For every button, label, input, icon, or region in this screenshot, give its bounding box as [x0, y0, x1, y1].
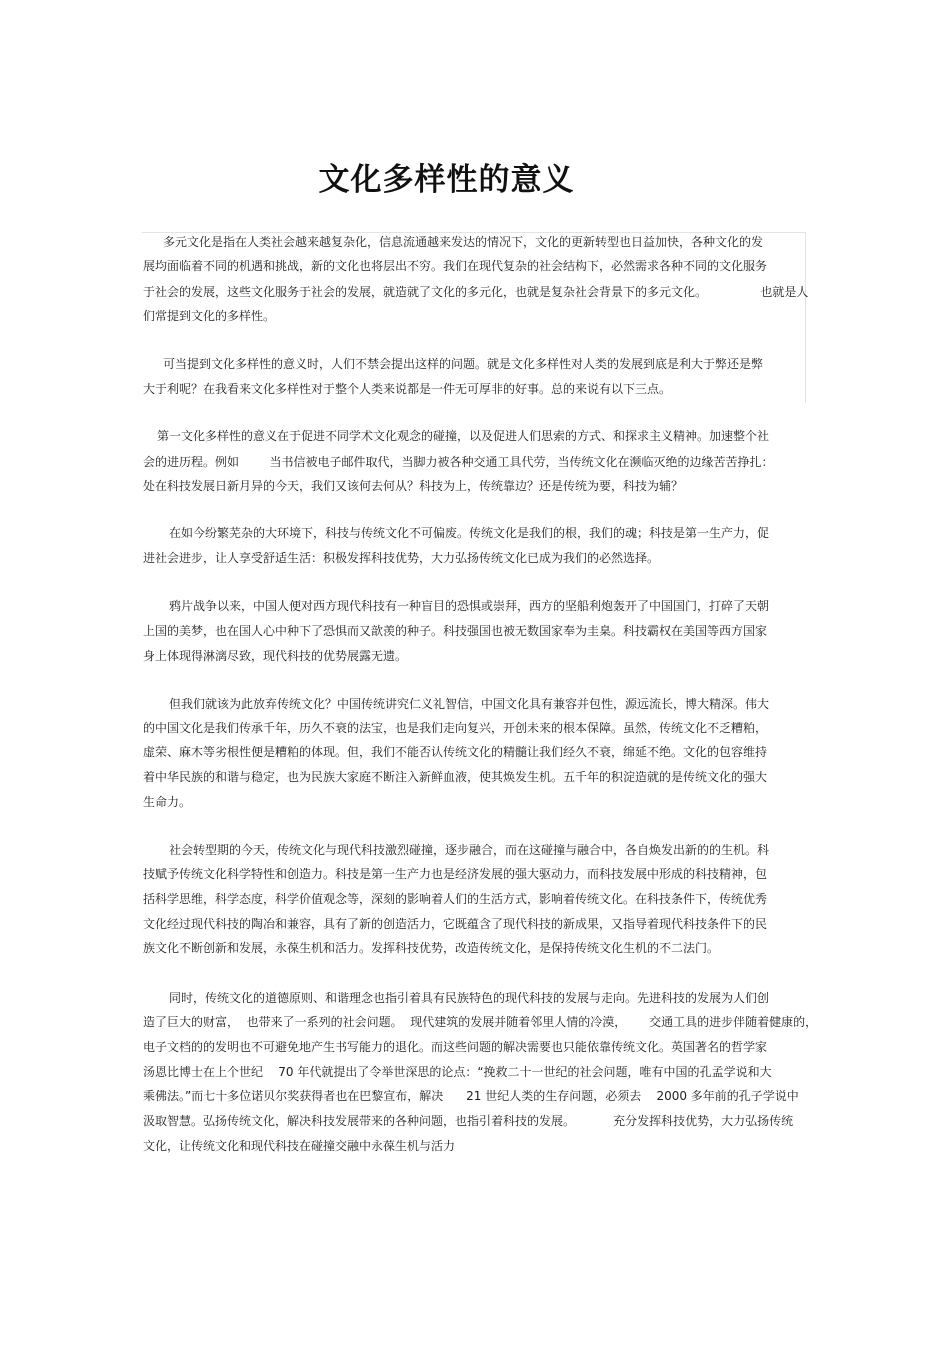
- text-line: 的中国文化是我们传承千年，历久不衰的法宝，也是我们走向复兴，开创未来的根本保障。虽然，传统文化不乏糟粕，: [143, 721, 768, 735]
- text-line: 社会转型期的今天，传统文化与现代科技激烈碰撞，逐步融合，而在这碰撞与融合中，各自焕发出新的的生机。科: [169, 843, 770, 857]
- text-line: 族文化不断创新和发展，永葆生机和活力。发挥科技优势，改造传统文化，是保持传统文化生机的不二法门。: [143, 941, 720, 955]
- text-line: 进社会进步，让人享受舒适生活：积极发挥科技优势，大力弘扬传统文化已成为我们的必然选择。: [143, 551, 660, 565]
- text-line: 处在科技发展日新月异的今天，我们又该何去何从？科技为上，传统靠边？还是传统为要，科技为辅？: [143, 479, 684, 493]
- text-line: 们常提到文化的多样性。: [143, 309, 276, 323]
- text-line: 鸦片战争以来，中国人便对西方现代科技有一种盲目的恐惧或崇拜，西方的坚船利炮轰开了中国国门，打碎了天朝: [169, 599, 770, 613]
- text-line: 大于利呢？在我看来文化多样性对于整个人类来说都是一件无可厚非的好事。总的来说有以下三点。: [143, 382, 672, 396]
- text-line: 文化，让传统文化和现代科技在碰撞交融中永葆生机与活力: [143, 1139, 456, 1153]
- text-line: 括科学思维，科学态度，科学价值观念等，深刻的影响着人们的生活方式，影响着传统文化。在科技条件下，传统优秀: [143, 892, 768, 906]
- text-line: 于社会的发展，这些文化服务于社会的发展，就造就了文化的多元化，也就是复杂社会背景下的多元文化。 也就是人: [143, 285, 809, 299]
- text-line: 技赋予传统文化科学特性和创造力。科技是第一生产力也是经济发展的强大驱动力，而科技发展中形成的科技精神，包: [143, 867, 768, 881]
- text-line: 第一文化多样性的意义在于促进不同学术文化观念的碰撞，以及促进人们思索的方式、和探求主义精神。加速整个社: [157, 429, 770, 443]
- text-line: 但我们就该为此放弃传统文化？中国传统讲究仁义礼智信，中国文化具有兼容并包性，源远流长，博大精深。伟大: [169, 697, 770, 711]
- text-line: 汲取智慧。弘扬传统文化，解决科技发展带来的各种问题，也指引着科技的发展。 充分发挥科技优势，大力弘扬传统: [143, 1114, 794, 1128]
- text-line: 身上体现得淋漓尽致，现代科技的优势展露无遗。: [143, 649, 408, 663]
- text-line: 文化经过现代科技的陶冶和兼容，具有了新的创造活力，它既蕴含了现代科技的新成果，又指导着现代科技条件下的民: [143, 917, 768, 931]
- text-line: 展均面临着不同的机遇和挑战，新的文化也将层出不穷。我们在现代复杂的社会结构下，必然需求各种不同的文化服务: [143, 259, 768, 273]
- text-line: 造了巨大的财富， 也带来了一系列的社会问题。 现代建筑的发展并随着邻里人情的冷漠， 交通工具的进步伴随着健康的，: [143, 1015, 818, 1029]
- text-line: 多元文化是指在人类社会越来越复杂化，信息流通越来发达的情况下，文化的更新转型也日益加快，各种文化的发: [163, 235, 764, 249]
- text-line: 虚荣、麻木等劣根性便是糟粕的体现。但，我们不能否认传统文化的精髓让我们经久不衰，绵延不绝。文化的包容维持: [143, 745, 768, 759]
- text-line: 上国的美梦，也在国人心中种下了恐惧而又歆羡的种子。科技强国也被无数国家奉为圭臬。科技霸权在美国等西方国家: [143, 624, 768, 638]
- document-title: 文化多样性的意义: [318, 162, 575, 198]
- text-line: 电子文档的的发明也不可避免地产生书写能力的退化。而这些问题的解决需要也只能依靠传统文化。英国著名的哲学家: [143, 1040, 768, 1054]
- text-line: 同时，传统文化的道德原则、和谐理念也指引着具有民族特色的现代科技的发展与走向。先进科技的发展为人们创: [169, 991, 770, 1005]
- text-line: 可当提到文化多样性的意义时，人们不禁会提出这样的问题。就是文化多样性对人类的发展到底是利大于弊还是弊: [163, 357, 764, 371]
- text-line: 着中华民族的和谐与稳定，也为民族大家庭不断注入新鲜血液，使其焕发生机。五千年的积淀造就的是传统文化的强大: [143, 770, 768, 784]
- text-line: 生命力。: [143, 795, 192, 809]
- text-line: 在如今纷繁芜杂的大环境下，科技与传统文化不可偏废。传统文化是我们的根，我们的魂；科技是第一生产力，促: [169, 526, 770, 540]
- text-line: 会的进历程。例如 当书信被电子邮件取代，当脚力被各种交通工具代劳，当传统文化在濒临灭绝的边缘苦苦挣扎：: [143, 455, 774, 469]
- text-line: 乘佛法。”而七十多位诺贝尔奖获得者也在巴黎宣布，解决 21 世纪人类的生存问题，必须去 2000 多年前的孔子学说中: [143, 1089, 799, 1103]
- text-line: 汤恩比博士在上个世纪 70 年代就提出了令举世深思的论点：“挽救二十一世纪的社会问题，唯有中国的孔孟学说和大: [143, 1065, 772, 1079]
